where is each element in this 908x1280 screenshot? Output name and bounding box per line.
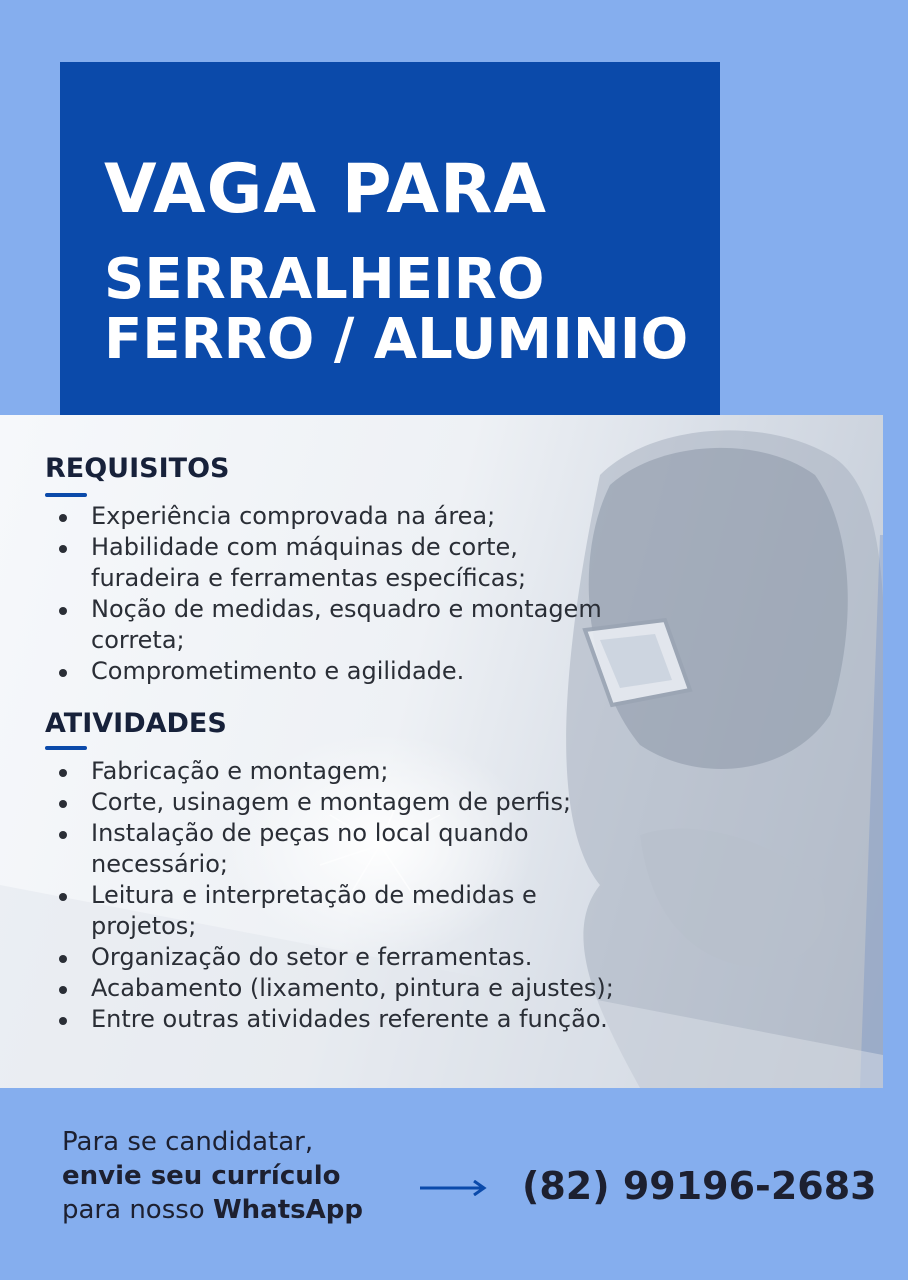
list-item: Entre outras atividades referente a função.	[45, 1004, 725, 1035]
atividades-list	[45, 756, 725, 1035]
cta-text	[62, 1125, 442, 1227]
list-item: Noção de medidas, esquadro e montagem correta;	[45, 594, 691, 656]
requisitos-title: REQUISITOS	[45, 453, 230, 484]
list-item: Leitura e interpretação de medidas e projetos;	[45, 880, 631, 942]
header-job-subtitle: FERRO / ALUMINIO	[104, 307, 689, 372]
whatsapp-phone-number: (82) 99196-2683	[522, 1164, 877, 1208]
cta-whatsapp-label: WhatsApp	[212, 1195, 363, 1225]
list-item: Corte, usinagem e montagem de perfis;	[45, 787, 725, 818]
requisitos-underline	[45, 493, 87, 497]
header-box	[60, 62, 720, 418]
list-item: Experiência comprovada na área;	[45, 501, 725, 532]
cta-line-1: Para se candidatar,	[62, 1127, 314, 1157]
list-item: Fabricação e montagem;	[45, 756, 725, 787]
header-title: VAGA PARA	[104, 150, 547, 229]
header-job-title: SERRALHEIRO	[104, 247, 545, 312]
list-item: Organização do setor e ferramentas.	[45, 942, 725, 973]
atividades-title: ATIVIDADES	[45, 708, 227, 739]
requisitos-list	[45, 501, 725, 687]
list-item: Instalação de peças no local quando necessário;	[45, 818, 611, 880]
atividades-underline	[45, 746, 87, 750]
cta-line-2: envie seu currículo	[62, 1161, 341, 1191]
list-item: Habilidade com máquinas de corte, furadeira e ferramentas específicas;	[45, 532, 611, 594]
list-item: Comprometimento e agilidade.	[45, 656, 725, 687]
content-panel	[0, 415, 883, 1088]
cta-line-3-prefix: para nosso	[62, 1195, 213, 1225]
list-item: Acabamento (lixamento, pintura e ajustes);	[45, 973, 725, 1004]
arrow-right-icon	[420, 1180, 488, 1196]
